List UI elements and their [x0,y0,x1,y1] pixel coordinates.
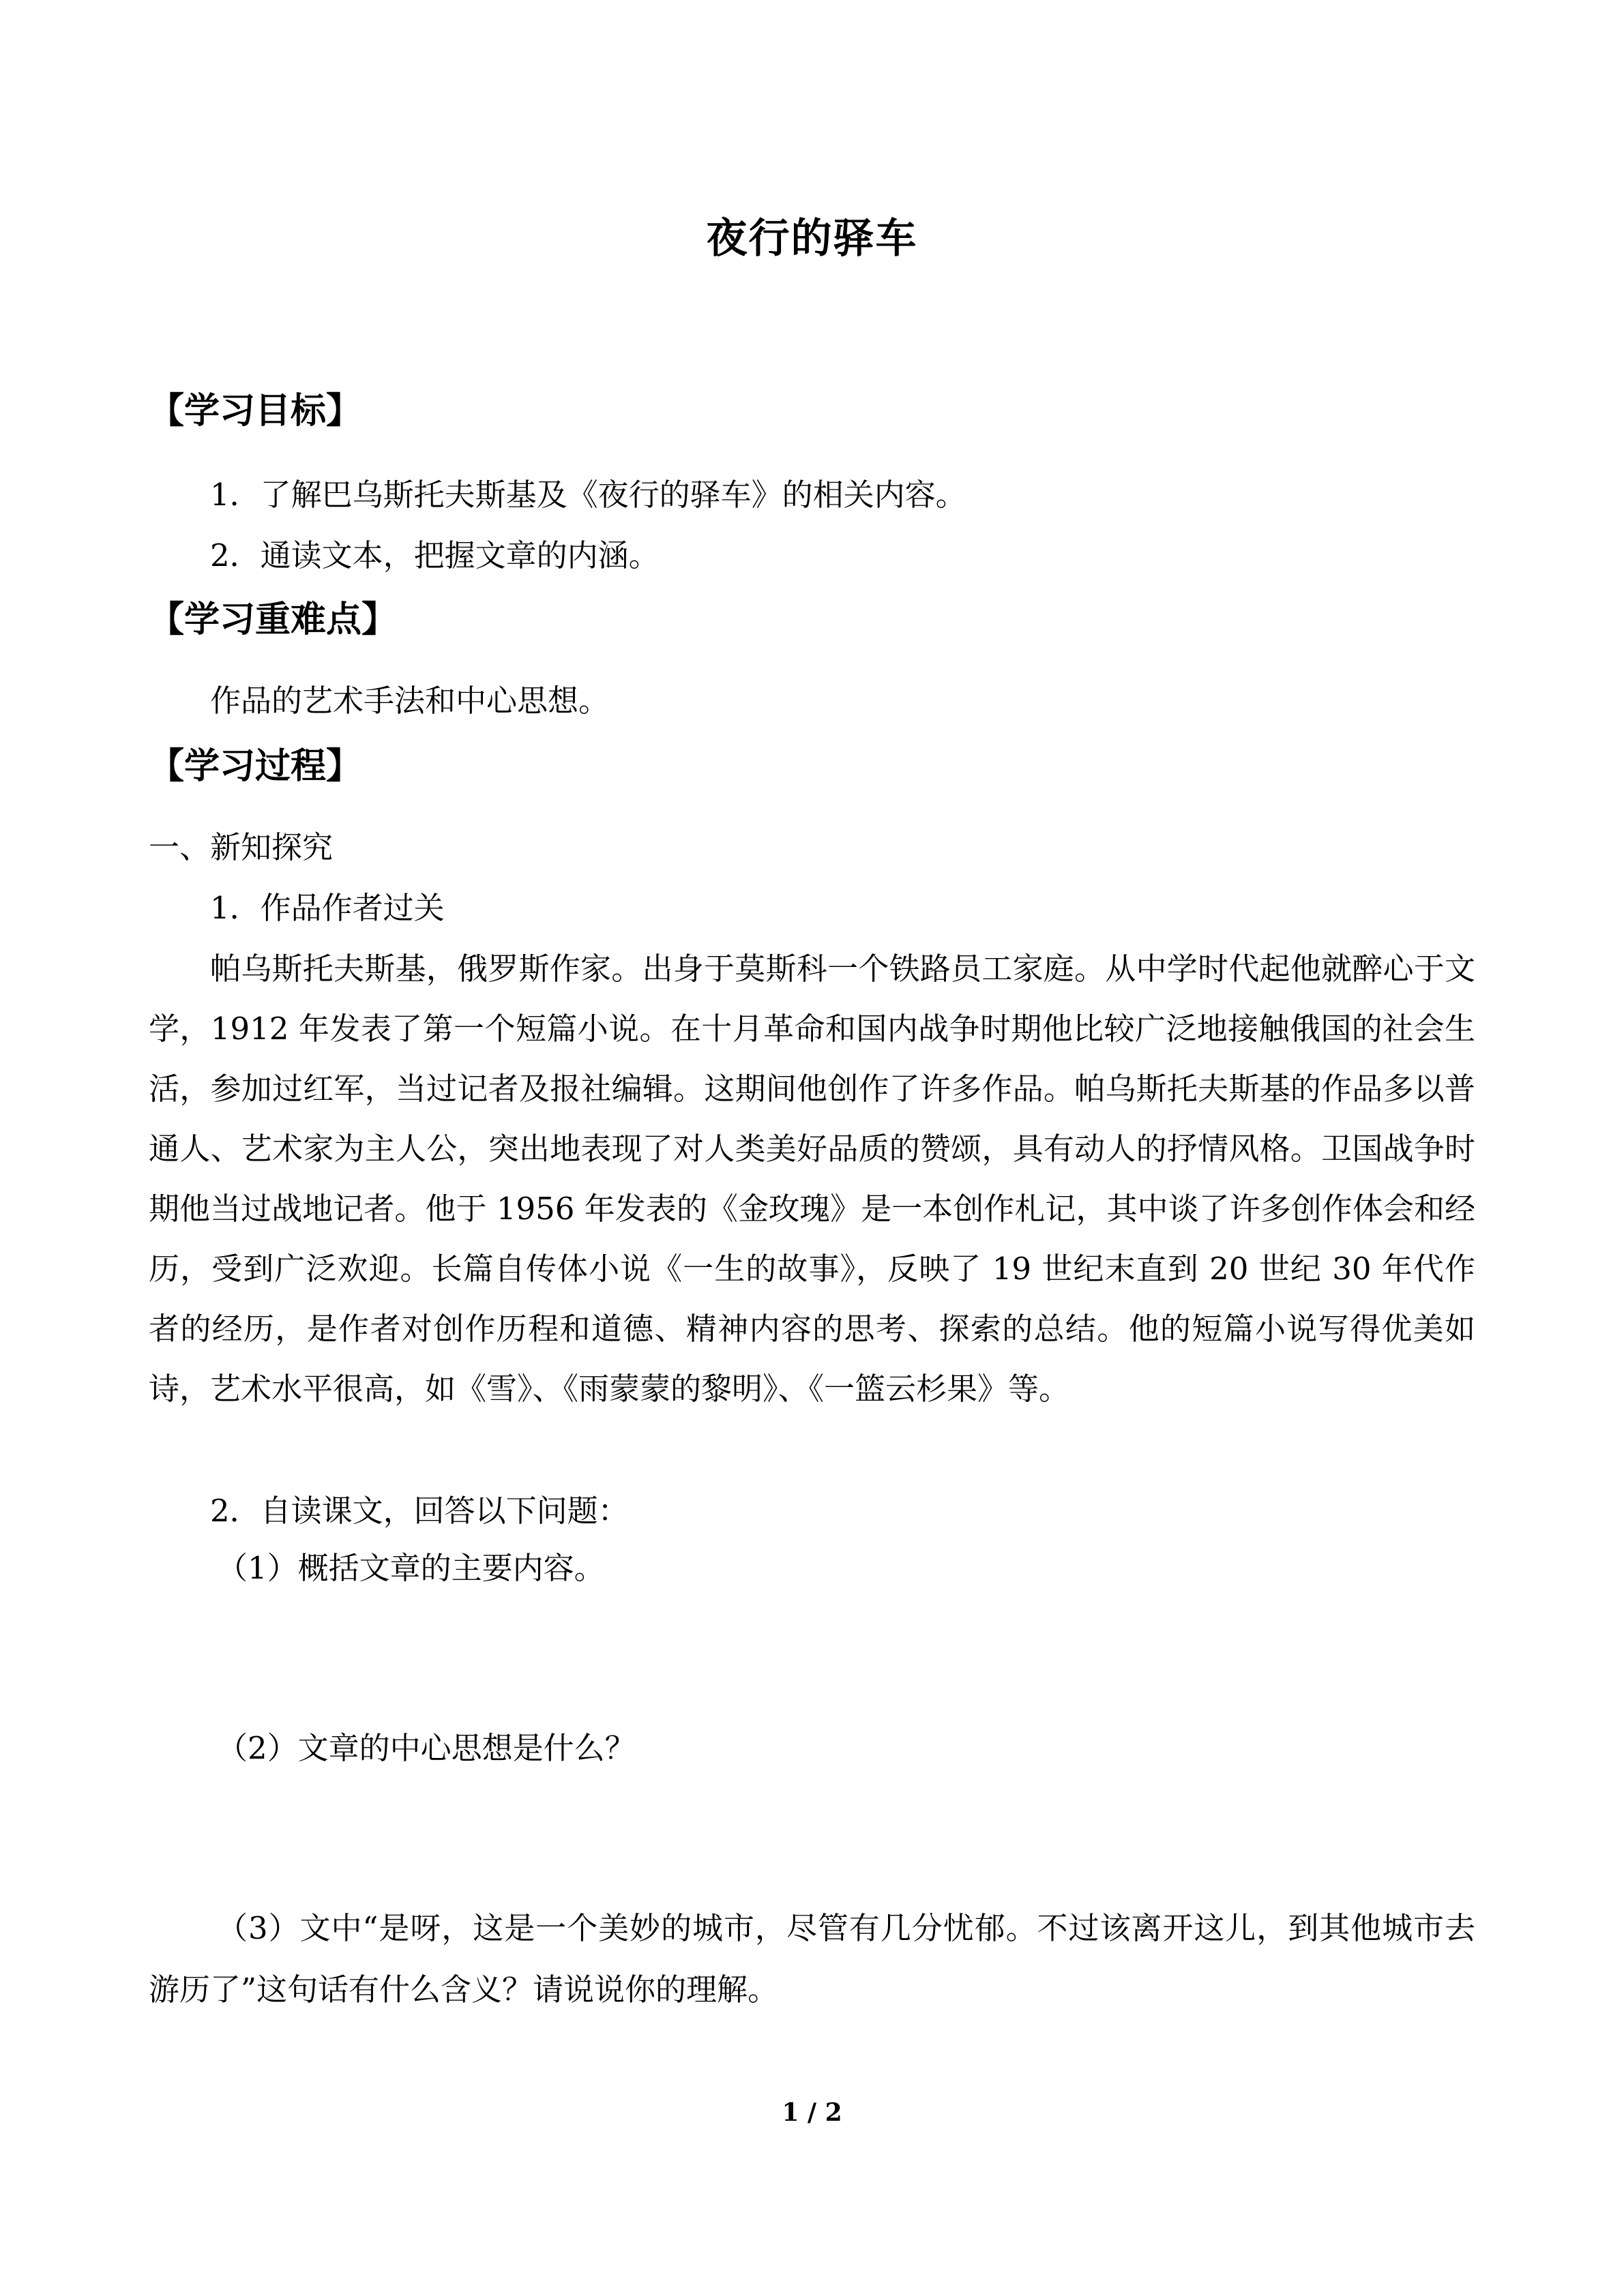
item1-title: 1．作品作者过关 [210,890,445,926]
question-1: （1）概括文章的主要内容。 [217,1550,605,1586]
section-heading-key-points: 【学习重难点】 [149,599,398,640]
question-3: （3）文中“是呀，这是一个美妙的城市，尽管有几分忧郁。不过该离开这儿，到其他城市去游历了”这句话有什么含义？请说说你的理解。 [149,1910,1475,2008]
section-heading-goals: 【学习目标】 [149,391,362,432]
goal-item-1: 1．了解巴乌斯托夫斯基及《夜行的驿车》的相关内容。 [210,477,966,513]
question-2: （2）文章的中心思想是什么？ [217,1730,636,1766]
section-heading-process: 【学习过程】 [149,746,362,787]
author-paragraph: 帕乌斯托夫斯基，俄罗斯作家。出身于莫斯科一个铁路员工家庭。从中学时代起他就醉心于文学，1912 年发表了第一个短篇小说。在十月革命和国内战争时期他比较广泛地接触俄国的社会生活，参加过红军，当过记者及报社编辑。这期间他创作了许多作品。帕乌斯托夫斯基的作品多以普通人、艺术家为主人公，突出地表现了对人类美好品质的赞颂，具有动人的抒情风格。卫国战争时期他当过战地记者。他于 1956 年发表的《金玫瑰》是一本创作札记，其中谈了许多创作体会和经历，受到广泛欢迎。长篇自传体小说《一生的故事》，反映了 19 世纪末直到 20 世纪 30 年代作者的经历，是作者对创作历程和道德、精神内容的思考、探索的总结。他的短篇小说写得优美如诗，艺术水平很高，如《雪》、《雨蒙蒙的黎明》、《一篮云杉果》等。 [149,951,1475,1407]
key-points-text: 作品的艺术手法和中心思想。 [210,683,610,719]
item2-title: 2．自读课文，回答以下问题： [210,1493,629,1529]
page-number: 1 / 2 [782,2098,842,2127]
page-title: 夜行的驿车 [706,215,918,263]
goal-item-2: 2．通读文本，把握文章的内涵。 [210,537,660,573]
part-one-heading: 一、新知探究 [149,829,334,865]
